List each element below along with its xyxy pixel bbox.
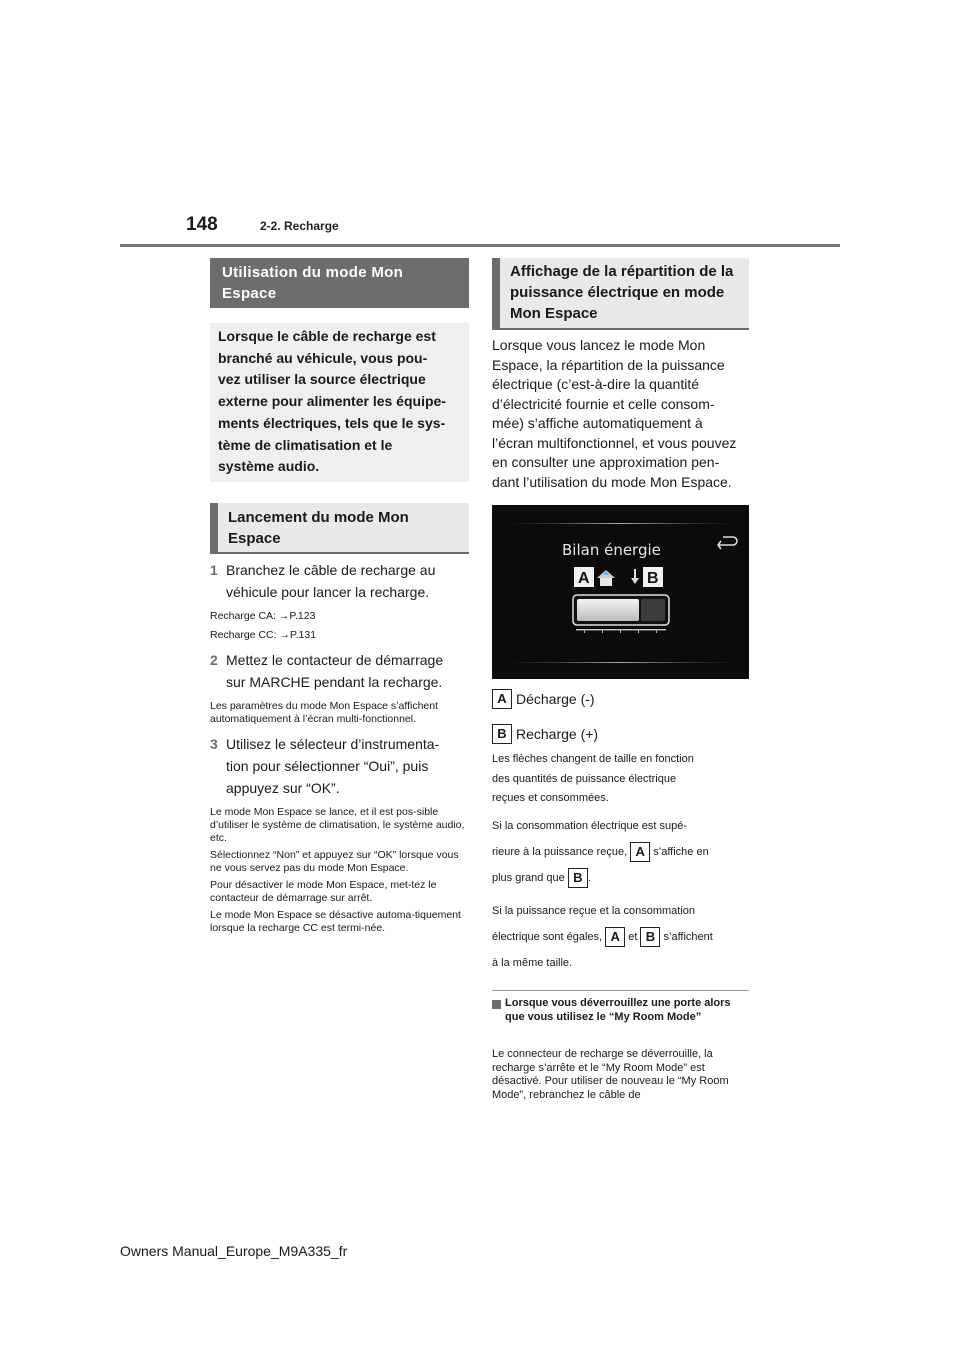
explanation-para-3 bbox=[492, 898, 757, 976]
screen-label-b: B bbox=[647, 570, 659, 587]
reference-ca: Recharge CA: →P.123 bbox=[210, 610, 316, 622]
badge-b: B bbox=[568, 868, 588, 888]
screen-title: Bilan énergie bbox=[562, 541, 661, 559]
intro-line: en consulter une approximation pen- bbox=[492, 454, 720, 470]
step-number: 3 bbox=[210, 736, 218, 752]
header-rule bbox=[120, 244, 840, 247]
para-text: et bbox=[628, 931, 638, 943]
back-icon bbox=[718, 537, 737, 549]
intro-line: mée) s’affiche automatiquement à bbox=[492, 415, 703, 431]
battery-gauge-icon bbox=[573, 595, 669, 633]
note-step-3b: Sélectionnez “Non” et appuyez sur “OK” lorsque vous ne vous servez pas du mode Mon Espace. bbox=[210, 849, 459, 874]
step-number: 2 bbox=[210, 652, 218, 668]
para-text: électrique sont égales, bbox=[492, 931, 603, 943]
intro-line: branché au véhicule, vous pou- bbox=[218, 349, 428, 366]
intro-line: d’électricité fournie et celle consom- bbox=[492, 395, 715, 412]
square-bullet-icon bbox=[492, 1000, 501, 1009]
energy-screen-graphic bbox=[492, 505, 749, 679]
para-line: Si la puissance reçue et la consommation bbox=[492, 905, 695, 917]
badge-b: B bbox=[640, 927, 660, 947]
subheading-block bbox=[492, 997, 752, 1024]
para-text: rieure à la puissance reçue, bbox=[492, 846, 628, 858]
intro-line: ments électriques, tels que le sys- bbox=[218, 414, 446, 431]
heading-lancement: Lancement du mode Mon Espace bbox=[210, 503, 469, 554]
legend-b bbox=[492, 724, 598, 744]
divider bbox=[492, 990, 749, 991]
step-text: véhicule pour lancer la recharge. bbox=[226, 584, 430, 600]
para-line bbox=[492, 839, 757, 865]
intro-line: vez utiliser la source électrique bbox=[218, 371, 426, 388]
intro-line: électrique (c’est-à-dire la quantité bbox=[492, 376, 699, 392]
step-text: Utilisez le sélecteur d’instrumenta- bbox=[226, 736, 440, 752]
section-title: 2-2. Recharge bbox=[260, 219, 339, 233]
note-step-3a: Le mode Mon Espace se lance, et il est pos-sible d’utiliser le système de climatisation, le système audio, etc. bbox=[210, 806, 465, 844]
legend-a-text: Décharge (-) bbox=[516, 691, 595, 707]
subheading: Lorsque vous déverrouillez une porte alors que vous utilisez le “My Room Mode” bbox=[505, 997, 731, 1023]
para-line: à la même taille. bbox=[492, 957, 573, 969]
note-step-3d: Le mode Mon Espace se désactive automa-tiquement lorsque la recharge CC est termi-née. bbox=[210, 909, 461, 934]
para-line: Si la consommation électrique est supé- bbox=[492, 820, 688, 832]
para-text: s’affiche en bbox=[653, 846, 709, 858]
para-line bbox=[492, 924, 757, 950]
screen-label-a: A bbox=[578, 570, 590, 587]
step-number: 1 bbox=[210, 562, 218, 578]
explanation-para-2 bbox=[492, 813, 757, 891]
legend-a bbox=[492, 689, 595, 709]
down-arrow-icon bbox=[631, 569, 639, 584]
intro-box bbox=[210, 323, 469, 482]
step-text: tion pour sélectionner “Oui”, puis bbox=[226, 758, 429, 774]
para-text: s’affichent bbox=[663, 931, 713, 943]
note-step-3c: Pour désactiver le mode Mon Espace, met-tez le contacteur de démarrage sur arrêt. bbox=[210, 879, 437, 904]
legend-b-text: Recharge (+) bbox=[516, 726, 599, 742]
badge-a: A bbox=[492, 689, 512, 709]
intro-line: système audio. bbox=[218, 458, 320, 475]
step-text: sur MARCHE pendant la recharge. bbox=[226, 674, 443, 690]
step-3 bbox=[210, 733, 472, 799]
para-text: plus grand que bbox=[492, 872, 565, 884]
badge-a: A bbox=[630, 842, 650, 862]
intro-line: Lorsque le câble de recharge est bbox=[218, 328, 436, 344]
intro-line: l’écran multifonctionnel, et vous pouvez bbox=[492, 434, 737, 451]
page-number: 148 bbox=[186, 214, 218, 235]
para-line: des quantités de puissance électrique bbox=[492, 772, 677, 785]
intro-line: Espace, la répartition de la puissance bbox=[492, 356, 725, 373]
house-up-arrow-icon bbox=[597, 570, 615, 586]
para-text: . bbox=[587, 872, 591, 884]
steps-block bbox=[210, 559, 472, 935]
explanation-para-1 bbox=[492, 750, 754, 809]
energy-screen-illustration bbox=[492, 505, 749, 679]
note-step-2: Les paramètres du mode Mon Espace s’affichent automatiquement à l’écran multi-fonctionnel. bbox=[210, 700, 439, 725]
heading-affichage: Affichage de la répartition de la puissance électrique en mode Mon Espace bbox=[492, 258, 749, 330]
badge-b: B bbox=[492, 724, 512, 744]
badge-a: A bbox=[605, 927, 625, 947]
step-text: appuyez sur “OK”. bbox=[226, 780, 340, 796]
step-1 bbox=[210, 559, 472, 603]
intro-line: dant l’utilisation du mode Mon Espace. bbox=[492, 473, 732, 490]
heading-utilisation: Utilisation du mode Mon Espace bbox=[210, 258, 469, 308]
step-2 bbox=[210, 649, 472, 693]
right-intro bbox=[492, 336, 757, 492]
footer-text: Owners Manual_Europe_M9A335_fr bbox=[120, 1243, 348, 1259]
para-line: Les flèches changent de taille en fonction bbox=[492, 753, 694, 765]
para-line: reçues et consommées. bbox=[492, 792, 609, 804]
intro-line: externe pour alimenter les équipe- bbox=[218, 393, 446, 410]
intro-line: Lorsque vous lancez le mode Mon bbox=[492, 337, 706, 353]
step-text: Branchez le câble de recharge au bbox=[226, 562, 436, 578]
intro-line: tème de climatisation et le bbox=[218, 436, 393, 453]
step-text: Mettez le contacteur de démarrage bbox=[226, 652, 444, 668]
para-line bbox=[492, 865, 757, 891]
reference-cc: Recharge CC: →P.131 bbox=[210, 629, 317, 641]
subheading-text: Le connecteur de recharge se déverrouille, la recharge s’arrête et le “My Room Mode” est désactivé. Pour utiliser de nouveau le “My Room Mode”, rebranchez le câble de bbox=[492, 1048, 729, 1101]
